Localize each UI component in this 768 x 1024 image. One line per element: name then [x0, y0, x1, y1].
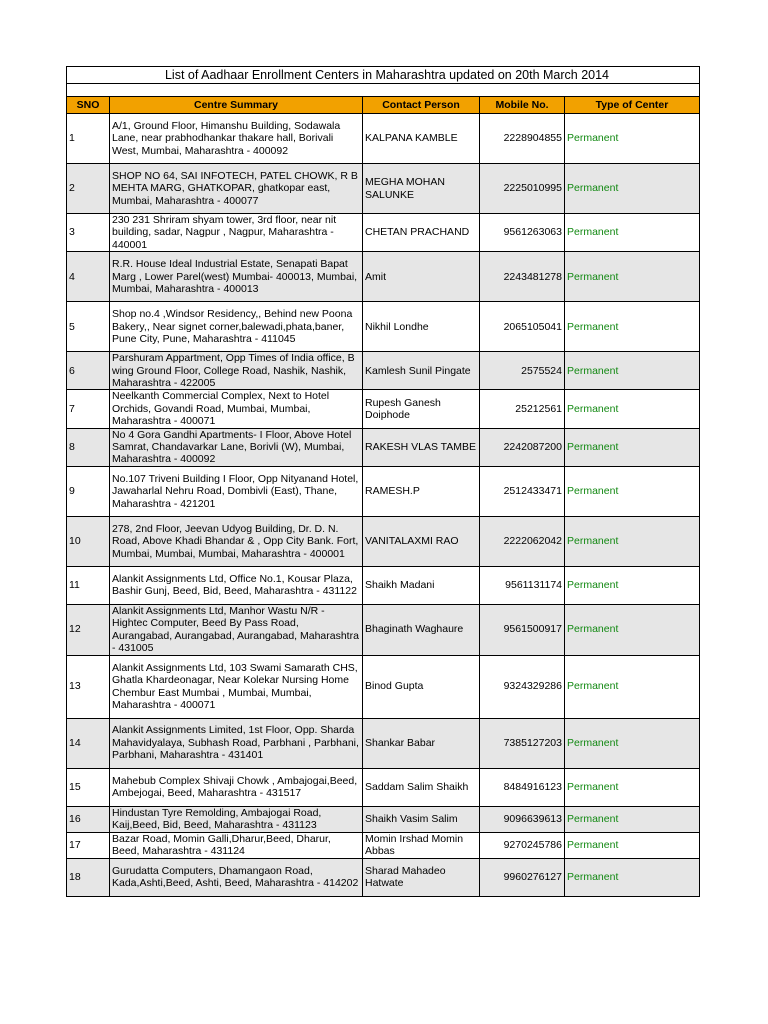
cell-centre-summary: No 4 Gora Gandhi Apartments- I Floor, Above Hotel Samrat, Chandavarkar Lane, Borivli (W), Mumbai, Maharashtra - 400092 — [110, 428, 363, 466]
table-row — [67, 252, 700, 302]
table-row — [67, 655, 700, 718]
title-row — [67, 67, 700, 84]
spacer-cell — [67, 84, 700, 97]
cell-mobile-no: 8484916123 — [480, 768, 565, 806]
cell-centre-summary: Alankit Assignments Ltd, 103 Swami Samarath CHS, Ghatla Khardeonagar, Near Kolekar Nursing Home Chembur East Mumbai , Mumbai, Mumbai, Maharashtra - 400071 — [110, 655, 363, 718]
cell-type-of-center: Permanent — [565, 114, 700, 164]
cell-sno: 2 — [67, 164, 110, 214]
cell-mobile-no: 7385127203 — [480, 718, 565, 768]
cell-centre-summary: Alankit Assignments Ltd, Manhor Wastu N/R - Hightec Computer, Beed By Pass Road, Aurangabad, Aurangabad, Aurangabad, Maharashtra - 431005 — [110, 604, 363, 655]
cell-contact-person: Bhaginath Waghaure — [363, 604, 480, 655]
cell-mobile-no: 2242087200 — [480, 428, 565, 466]
table-row — [67, 832, 700, 858]
cell-sno: 9 — [67, 466, 110, 516]
cell-type-of-center: Permanent — [565, 214, 700, 252]
cell-contact-person: Nikhil Londhe — [363, 302, 480, 352]
cell-contact-person: MEGHA MOHAN SALUNKE — [363, 164, 480, 214]
cell-sno: 4 — [67, 252, 110, 302]
cell-mobile-no: 2575524 — [480, 352, 565, 390]
cell-type-of-center: Permanent — [565, 302, 700, 352]
table-row — [67, 604, 700, 655]
table-row — [67, 516, 700, 566]
cell-type-of-center: Permanent — [565, 164, 700, 214]
cell-centre-summary: R.R. House Ideal Industrial Estate, Senapati Bapat Marg , Lower Parel(west) Mumbai- 400013, Mumbai, Mumbai, Maharashtra - 400013 — [110, 252, 363, 302]
cell-type-of-center: Permanent — [565, 466, 700, 516]
cell-mobile-no: 9270245786 — [480, 832, 565, 858]
cell-type-of-center: Permanent — [565, 768, 700, 806]
cell-sno: 1 — [67, 114, 110, 164]
cell-type-of-center: Permanent — [565, 832, 700, 858]
header-contact-person: Contact Person — [363, 97, 480, 114]
cell-sno: 8 — [67, 428, 110, 466]
cell-sno: 16 — [67, 806, 110, 832]
cell-contact-person: Momin Irshad Momin Abbas — [363, 832, 480, 858]
cell-sno: 3 — [67, 214, 110, 252]
table-row — [67, 164, 700, 214]
header-row — [67, 97, 700, 114]
cell-type-of-center: Permanent — [565, 858, 700, 896]
page-title: List of Aadhaar Enrollment Centers in Maharashtra updated on 20th March 2014 — [67, 67, 700, 84]
cell-contact-person: Shaikh Madani — [363, 566, 480, 604]
cell-type-of-center: Permanent — [565, 604, 700, 655]
table-row — [67, 390, 700, 428]
cell-contact-person: RAKESH VLAS TAMBE — [363, 428, 480, 466]
cell-sno: 10 — [67, 516, 110, 566]
spreadsheet — [66, 66, 699, 897]
cell-contact-person: VANITALAXMI RAO — [363, 516, 480, 566]
cell-contact-person: Shankar Babar — [363, 718, 480, 768]
cell-mobile-no: 9096639613 — [480, 806, 565, 832]
cell-sno: 7 — [67, 390, 110, 428]
cell-sno: 13 — [67, 655, 110, 718]
enrollment-centers-table — [66, 66, 700, 897]
cell-contact-person: Kamlesh Sunil Pingate — [363, 352, 480, 390]
cell-contact-person: Saddam Salim Shaikh — [363, 768, 480, 806]
cell-mobile-no: 2222062042 — [480, 516, 565, 566]
cell-mobile-no: 9960276127 — [480, 858, 565, 896]
table-row — [67, 302, 700, 352]
cell-sno: 11 — [67, 566, 110, 604]
cell-mobile-no: 2512433471 — [480, 466, 565, 516]
cell-sno: 6 — [67, 352, 110, 390]
cell-sno: 12 — [67, 604, 110, 655]
cell-centre-summary: Hindustan Tyre Remolding, Ambajogai Road, Kaij,Beed, Bid, Beed, Maharashtra - 431123 — [110, 806, 363, 832]
cell-centre-summary: No.107 Triveni Building I Floor, Opp Nityanand Hotel, Jawaharlal Nehru Road, Dombivli (East), Thane, Maharashtra - 421201 — [110, 466, 363, 516]
table-row — [67, 858, 700, 896]
cell-sno: 17 — [67, 832, 110, 858]
cell-mobile-no: 2225010995 — [480, 164, 565, 214]
cell-sno: 14 — [67, 718, 110, 768]
header-sno: SNO — [67, 97, 110, 114]
cell-type-of-center: Permanent — [565, 655, 700, 718]
cell-sno: 18 — [67, 858, 110, 896]
cell-mobile-no: 2228904855 — [480, 114, 565, 164]
cell-type-of-center: Permanent — [565, 252, 700, 302]
cell-sno: 5 — [67, 302, 110, 352]
cell-centre-summary: 230 231 Shriram shyam tower, 3rd floor, near nit building, sadar, Nagpur , Nagpur, Maharashtra - 440001 — [110, 214, 363, 252]
cell-type-of-center: Permanent — [565, 390, 700, 428]
cell-mobile-no: 25212561 — [480, 390, 565, 428]
cell-contact-person: Amit — [363, 252, 480, 302]
table-row — [67, 718, 700, 768]
cell-centre-summary: SHOP NO 64, SAI INFOTECH, PATEL CHOWK, R B MEHTA MARG, GHATKOPAR, ghatkopar east, Mumbai, Maharashtra - 400077 — [110, 164, 363, 214]
cell-centre-summary: 278, 2nd Floor, Jeevan Udyog Building, Dr. D. N. Road, Above Khadi Bhandar & , Opp City Bank. Fort, Mumbai, Mumbai, Mumbai, Maharashtra - 400001 — [110, 516, 363, 566]
cell-type-of-center: Permanent — [565, 566, 700, 604]
cell-type-of-center: Permanent — [565, 428, 700, 466]
table-row — [67, 428, 700, 466]
table-row — [67, 768, 700, 806]
table-row — [67, 214, 700, 252]
header-mobile-no: Mobile No. — [480, 97, 565, 114]
cell-contact-person: Rupesh Ganesh Doiphode — [363, 390, 480, 428]
cell-mobile-no: 2243481278 — [480, 252, 565, 302]
cell-contact-person: KALPANA KAMBLE — [363, 114, 480, 164]
cell-centre-summary: Gurudatta Computers, Dhamangaon Road, Kada,Ashti,Beed, Ashti, Beed, Maharashtra - 414202 — [110, 858, 363, 896]
cell-centre-summary: Alankit Assignments Limited, 1st Floor, Opp. Sharda Mahavidyalaya, Subhash Road, Parbhani , Parbhani, Parbhani, Maharashtra - 431401 — [110, 718, 363, 768]
cell-type-of-center: Permanent — [565, 718, 700, 768]
cell-sno: 15 — [67, 768, 110, 806]
cell-contact-person: Sharad Mahadeo Hatwate — [363, 858, 480, 896]
spacer-row — [67, 84, 700, 97]
cell-contact-person: Shaikh Vasim Salim — [363, 806, 480, 832]
cell-centre-summary: Neelkanth Commercial Complex, Next to Hotel Orchids, Govandi Road, Mumbai, Mumbai, Maharashtra - 400071 — [110, 390, 363, 428]
cell-mobile-no: 9561263063 — [480, 214, 565, 252]
cell-centre-summary: A/1, Ground Floor, Himanshu Building, Sodawala Lane, near prabhodhankar thakare hall, Borivali West, Mumbai, Maharashtra - 400092 — [110, 114, 363, 164]
cell-type-of-center: Permanent — [565, 516, 700, 566]
cell-centre-summary: Parshuram Appartment, Opp Times of India office, B wing Ground Floor, College Road, Nashik, Nashik, Maharashtra - 422005 — [110, 352, 363, 390]
table-row — [67, 806, 700, 832]
cell-contact-person: RAMESH.P — [363, 466, 480, 516]
table-row — [67, 352, 700, 390]
cell-mobile-no: 9324329286 — [480, 655, 565, 718]
header-centre-summary: Centre Summary — [110, 97, 363, 114]
table-row — [67, 114, 700, 164]
cell-centre-summary: Shop no.4 ,Windsor Residency,, Behind new Poona Bakery,, Near signet corner,balewadi,phata,baner, Pune City, Pune, Maharashtra - 411045 — [110, 302, 363, 352]
table-row — [67, 466, 700, 516]
cell-centre-summary: Mahebub Complex Shivaji Chowk , Ambajogai,Beed, Ambejogai, Beed, Maharashtra - 431517 — [110, 768, 363, 806]
cell-contact-person: Binod Gupta — [363, 655, 480, 718]
cell-type-of-center: Permanent — [565, 806, 700, 832]
cell-centre-summary: Alankit Assignments Ltd, Office No.1, Kousar Plaza, Bashir Gunj, Beed, Bid, Beed, Maharashtra - 431122 — [110, 566, 363, 604]
cell-centre-summary: Bazar Road, Momin Galli,Dharur,Beed, Dharur, Beed, Maharashtra - 431124 — [110, 832, 363, 858]
header-type-of-center: Type of Center — [565, 97, 700, 114]
cell-mobile-no: 2065105041 — [480, 302, 565, 352]
cell-type-of-center: Permanent — [565, 352, 700, 390]
cell-mobile-no: 9561500917 — [480, 604, 565, 655]
cell-contact-person: CHETAN PRACHAND — [363, 214, 480, 252]
cell-mobile-no: 9561131174 — [480, 566, 565, 604]
table-row — [67, 566, 700, 604]
